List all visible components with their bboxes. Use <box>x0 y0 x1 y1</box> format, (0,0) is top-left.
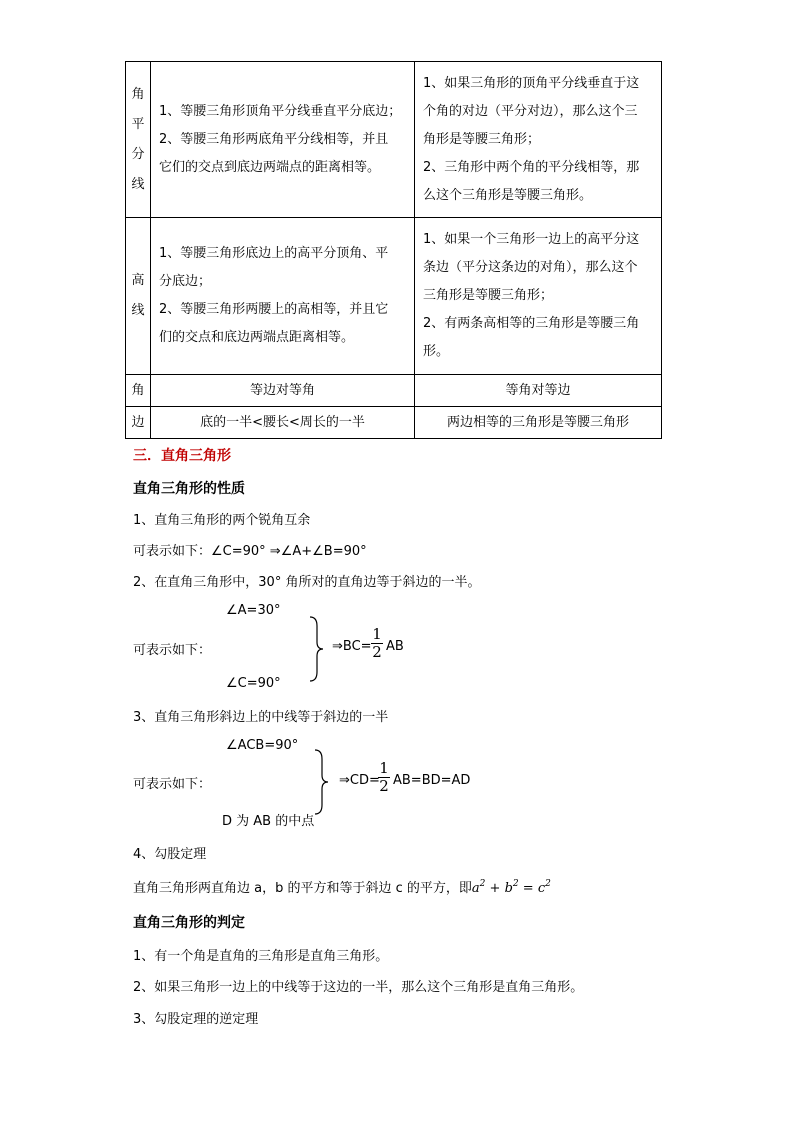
judgement-title: 直角三角形的判定 <box>133 915 245 931</box>
text-line: 个角的对边（平分对边），那么这个三 <box>423 103 638 119</box>
row-altitude <box>126 218 662 375</box>
pythagorean-formula <box>472 881 551 896</box>
text-line: 1、如果三角形的顶角平分线垂直于这 <box>423 75 640 91</box>
row4-criterion: 两边相等的三角形是等腰三角形 <box>415 407 662 439</box>
judgement-3: 3、勾股定理的逆定理 <box>133 1012 259 1027</box>
formula-a: a <box>471 881 480 896</box>
formula-equals: = <box>518 881 538 896</box>
exponent: 2 <box>545 879 551 889</box>
text-line: 它们的交点到底边两端点的距离相等。 <box>159 159 381 175</box>
isosceles-properties-table <box>125 61 662 439</box>
pythagorean-text: 直角三角形两直角边 a，b 的平方和等于斜边 c 的平方，即 <box>133 881 472 896</box>
row-sides <box>126 407 662 439</box>
formula-c: c <box>537 881 546 896</box>
text-line: 2、等腰三角形两腰上的高相等，并且它 <box>159 302 389 317</box>
property-1-expression: 可表示如下：∠C=90° ⇒∠A+∠B=90° <box>133 544 367 559</box>
section-heading: 三．直角三角形 <box>133 448 231 464</box>
row1-criteria <box>415 62 662 218</box>
p3-result-suffix: AB=BD=AD <box>393 773 471 788</box>
p2-fraction <box>371 626 383 661</box>
p2-condition-bottom: ∠C=90° <box>226 676 281 691</box>
row2-properties <box>151 218 415 375</box>
row2-criteria <box>415 218 662 375</box>
p3-fraction <box>378 760 390 795</box>
brace-icon <box>308 616 324 682</box>
text-line: 们的交点和底边两端点距离相等。 <box>159 330 355 345</box>
row3-label: 角 <box>126 375 151 407</box>
text-line: 2、有两条高相等的三角形是等腰三角 <box>423 316 640 331</box>
property-1: 1、直角三角形的两个锐角互余 <box>133 513 311 528</box>
judgement-2: 2、如果三角形一边上的中线等于这边的一半，那么这个三角形是直角三角形。 <box>133 980 584 995</box>
pythagorean-statement <box>133 877 551 896</box>
brace-icon <box>313 749 329 815</box>
label-char: 线 <box>131 176 145 192</box>
p2-label: 可表示如下： <box>133 643 212 658</box>
text-line: 角形是等腰三角形； <box>423 131 541 147</box>
p3-label: 可表示如下： <box>133 777 212 792</box>
fraction-numerator: 1 <box>372 625 382 643</box>
row1-label <box>126 62 151 218</box>
text-line: 么这个三角形是等腰三角形。 <box>423 187 593 203</box>
text-line: 条边（平分这条边的对角），那么这个 <box>423 260 638 275</box>
property-3: 3、直角三角形斜边上的中线等于斜边的一半 <box>133 710 389 725</box>
label-char: 分 <box>131 146 145 162</box>
judgement-1: 1、有一个角是直角的三角形是直角三角形。 <box>133 949 389 964</box>
fraction-denominator: 2 <box>372 643 382 661</box>
row-angles <box>126 375 662 407</box>
p2-condition-top: ∠A=30° <box>226 603 281 618</box>
text-line: 分底边； <box>159 274 212 289</box>
text-line: 2、三角形中两个角的平分线相等，那 <box>423 159 640 175</box>
p3-result-prefix: ⇒CD= <box>339 773 380 788</box>
property-4: 4、勾股定理 <box>133 847 207 862</box>
label-char: 平 <box>131 116 145 132</box>
fraction-numerator: 1 <box>379 759 389 777</box>
label-char: 角 <box>131 86 145 102</box>
p3-condition-bottom: D 为 AB 的中点 <box>222 814 315 829</box>
row3-criterion: 等角对等边 <box>415 375 662 407</box>
p2-result-suffix: AB <box>386 639 404 654</box>
formula-plus: + <box>485 881 505 896</box>
row1-properties <box>151 62 415 218</box>
text-line: 1、等腰三角形顶角平分线垂直平分底边； <box>159 103 402 119</box>
text-line: 1、等腰三角形底边上的高平分顶角、平 <box>159 246 389 261</box>
label-char: 高 <box>131 273 145 288</box>
text-line: 2、等腰三角形两底角平分线相等，并且 <box>159 131 389 147</box>
p3-condition-top: ∠ACB=90° <box>226 738 299 753</box>
row-angle-bisector <box>126 62 662 218</box>
label-char: 线 <box>131 303 145 318</box>
text-line: 1、如果一个三角形一边上的高平分这 <box>423 232 640 247</box>
exponent: 2 <box>479 879 486 889</box>
row4-label: 边 <box>126 407 151 439</box>
row4-property: 底的一半<腰长<周长的一半 <box>151 407 415 439</box>
property-2: 2、在直角三角形中，30° 角所对的直角边等于斜边的一半。 <box>133 575 481 590</box>
row3-property: 等边对等角 <box>151 375 415 407</box>
properties-title: 直角三角形的性质 <box>133 481 245 497</box>
exponent: 2 <box>512 879 519 889</box>
text-line: 形。 <box>423 344 450 359</box>
fraction-denominator: 2 <box>379 777 389 795</box>
row2-label <box>126 218 151 375</box>
text-line: 三角形是等腰三角形； <box>423 288 554 303</box>
formula-b: b <box>504 881 513 896</box>
p2-result-prefix: ⇒BC= <box>332 639 372 654</box>
